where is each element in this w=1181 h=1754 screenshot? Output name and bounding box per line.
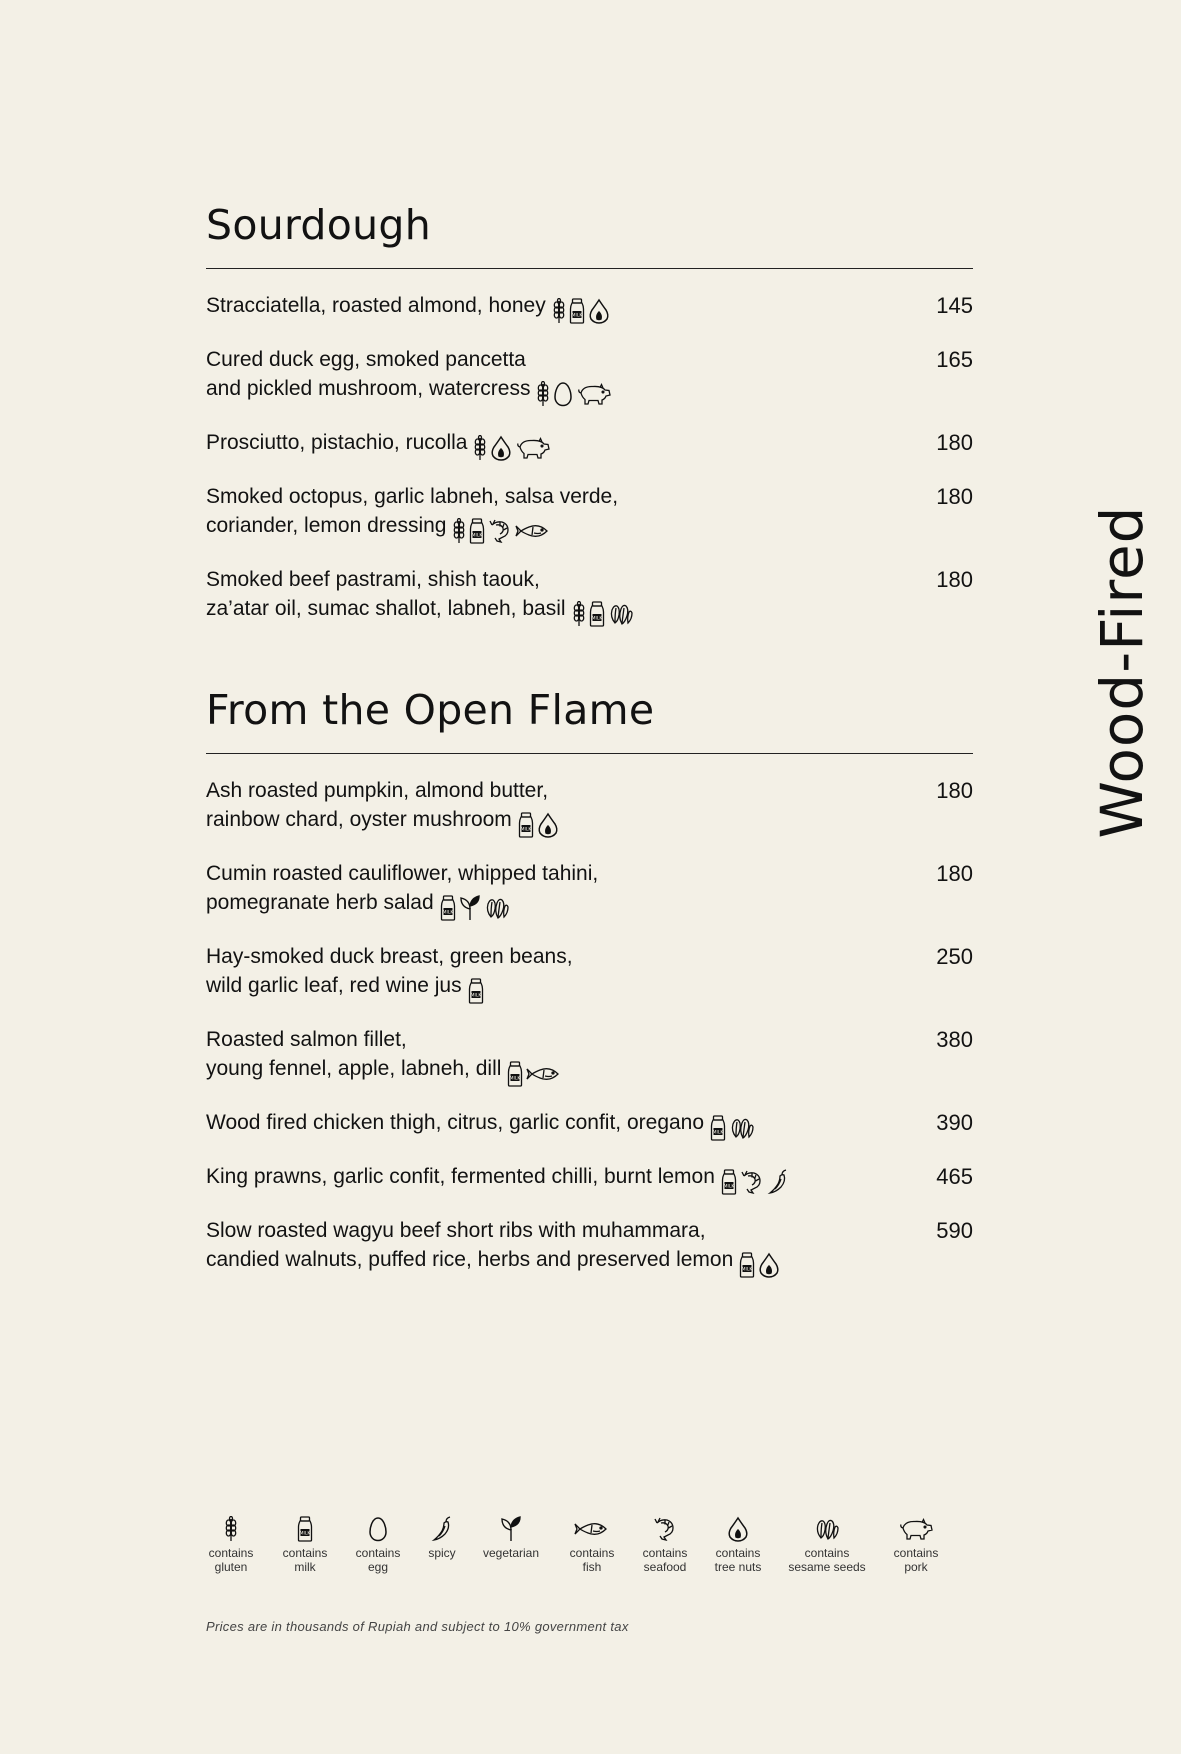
legend-item — [688, 1512, 788, 1574]
legend-label-line: sesame seeds — [788, 1560, 866, 1574]
menu-item-description — [206, 482, 973, 545]
menu-item-text: Slow roasted wagyu beef short ribs with muhammara, — [206, 1219, 706, 1242]
legend-item — [777, 1512, 877, 1574]
menu-item-description — [206, 291, 973, 325]
milk-icon — [589, 601, 605, 627]
menu-item-text: Smoked beef pastrami, shish taouk, — [206, 568, 540, 591]
menu-item-line — [206, 1054, 853, 1088]
menu-item-line — [206, 776, 853, 805]
menu-item-text: Wood fired chicken thigh, citrus, garlic confit, oregano — [206, 1111, 705, 1134]
menu-item-line — [206, 888, 853, 922]
svg-text:MILK: MILK — [520, 827, 532, 833]
menu-item-price: 180 — [936, 567, 973, 592]
menu-item-line — [206, 374, 853, 408]
menu-item — [206, 859, 973, 922]
menu-item-description — [206, 1108, 973, 1142]
allergen-icons — [721, 1167, 792, 1196]
allergen-icons — [739, 1250, 783, 1279]
menu-item-price: 380 — [936, 1027, 973, 1052]
menu-item-line — [206, 971, 853, 1005]
legend-label-line: spicy — [428, 1546, 456, 1560]
svg-text:MILK: MILK — [510, 1076, 521, 1082]
legend-label-line: contains — [715, 1546, 761, 1560]
milk-icon — [721, 1169, 737, 1195]
chili-icon — [767, 1169, 789, 1195]
milk-icon — [468, 978, 484, 1004]
legend-label — [688, 1546, 788, 1574]
milk-icon — [569, 298, 585, 324]
legend-label-line: seafood — [643, 1560, 687, 1574]
section-divider — [206, 753, 973, 754]
svg-text:MILK: MILK — [470, 993, 481, 999]
milk-icon — [440, 895, 456, 921]
allergen-icons — [507, 1059, 565, 1088]
legend-label-line: fish — [582, 1560, 602, 1574]
menu-item-text: Cured duck egg, smoked pancetta — [206, 348, 526, 371]
menu-item-price: 465 — [936, 1164, 973, 1189]
menu-items — [206, 291, 973, 628]
menu-item-price: 590 — [936, 1218, 973, 1243]
menu-item-line — [206, 345, 853, 374]
svg-text:MILK: MILK — [712, 1130, 724, 1136]
nut-icon — [588, 298, 610, 324]
menu-item-line — [206, 1025, 853, 1054]
section-open-flame — [206, 685, 973, 1299]
menu-item-line — [206, 291, 853, 325]
menu-item-description — [206, 1216, 973, 1279]
menu-item-line — [206, 805, 853, 839]
fish-icon — [526, 1065, 562, 1083]
shrimp-icon — [488, 519, 512, 543]
legend-label-line: contains — [804, 1546, 850, 1560]
allergen-icons — [473, 433, 554, 462]
menu-item — [206, 345, 973, 408]
menu-item-text: Hay-smoked duck breast, green beans, — [206, 945, 573, 968]
allergen-icons — [552, 296, 613, 325]
menu-items — [206, 776, 973, 1279]
menu-item-description — [206, 345, 973, 408]
svg-text:MILK: MILK — [472, 533, 483, 539]
legend-label-line: egg — [367, 1560, 389, 1574]
legend-label-line: gluten — [214, 1560, 248, 1574]
legend-item — [866, 1512, 966, 1574]
pig-icon — [866, 1512, 966, 1546]
legend-label-line: pork — [904, 1560, 928, 1574]
svg-text:MILK: MILK — [442, 910, 454, 916]
menu-item — [206, 776, 973, 839]
menu-item-line — [206, 1108, 853, 1142]
wheat-icon — [536, 381, 550, 407]
svg-text:MILK: MILK — [591, 616, 602, 622]
menu-item-price: 180 — [936, 430, 973, 455]
menu-item-line — [206, 482, 853, 511]
menu-item-line — [206, 428, 853, 462]
wheat-icon — [452, 518, 466, 544]
menu-item-text: King prawns, garlic confit, fermented chilli, burnt lemon — [206, 1165, 715, 1188]
menu-item-line — [206, 1216, 853, 1245]
menu-item — [206, 482, 973, 545]
allergen-icons — [452, 516, 554, 545]
menu-item — [206, 1216, 973, 1279]
legend-label-line: contains — [569, 1546, 615, 1560]
legend-label-line: contains — [355, 1546, 401, 1560]
menu-item-price: 390 — [936, 1110, 973, 1135]
menu-item-line — [206, 942, 853, 971]
menu-item-price: 145 — [936, 293, 973, 318]
nut-icon — [758, 1252, 780, 1278]
milk-icon — [469, 518, 485, 544]
pig-icon — [515, 436, 551, 460]
wheat-icon — [552, 298, 566, 324]
menu-item — [206, 942, 973, 1005]
menu-item-price: 250 — [936, 944, 973, 969]
menu-item — [206, 291, 973, 325]
section-title: From the Open Flame — [206, 686, 655, 734]
legend-label-line: milk — [294, 1560, 316, 1574]
menu-item-text: rainbow chard, oyster mushroom — [206, 808, 512, 831]
legend-label-line: contains — [893, 1546, 939, 1560]
menu-item-text: Prosciutto, pistachio, rucolla — [206, 431, 468, 454]
nut-icon — [490, 435, 512, 461]
menu-item-text: candied walnuts, puffed rice, herbs and preserved lemon — [206, 1248, 734, 1271]
svg-text:MILK: MILK — [299, 1531, 311, 1537]
menu-item-line — [206, 594, 853, 628]
menu-item-price: 180 — [936, 861, 973, 886]
menu-item-description — [206, 428, 973, 462]
side-title: Wood-Fired — [1088, 505, 1156, 839]
price-footnote: Prices are in thousands of Rupiah and subject to 10% government tax — [206, 1619, 629, 1634]
menu-item-text: Cumin roasted cauliflower, whipped tahini, — [206, 862, 599, 885]
menu-item-text: Stracciatella, roasted almond, honey — [206, 294, 546, 317]
menu-item-line — [206, 859, 853, 888]
shrimp-icon — [740, 1170, 764, 1194]
nut-icon — [688, 1512, 788, 1546]
menu-item-line — [206, 1245, 853, 1279]
nut-icon — [537, 812, 559, 838]
menu-item-text: Roasted salmon fillet, — [206, 1028, 407, 1051]
milk-icon — [518, 812, 534, 838]
milk-icon — [739, 1252, 755, 1278]
wheat-icon — [473, 435, 487, 461]
menu-item-text: Smoked octopus, garlic labneh, salsa verde, — [206, 485, 619, 508]
menu-item-text: coriander, lemon dressing — [206, 514, 447, 537]
section-sourdough — [206, 200, 973, 648]
menu-item — [206, 1162, 973, 1196]
menu-item-text: wild garlic leaf, red wine jus — [206, 974, 462, 997]
allergen-legend — [0, 1512, 1181, 1582]
menu-item-description — [206, 859, 973, 922]
menu-item-text: Ash roasted pumpkin, almond butter, — [206, 779, 549, 802]
sesame-icon — [777, 1512, 877, 1546]
legend-label — [866, 1546, 966, 1574]
sprout-icon — [459, 895, 481, 921]
svg-text:MILK: MILK — [571, 313, 583, 319]
menu-item-price: 165 — [936, 347, 973, 372]
legend-label-line: tree nuts — [714, 1560, 762, 1574]
menu-item-line — [206, 1162, 853, 1196]
allergen-icons — [468, 976, 487, 1005]
legend-label-line: vegetarian — [482, 1546, 540, 1560]
menu-item-description — [206, 565, 973, 628]
menu-item-price: 180 — [936, 484, 973, 509]
fish-icon — [515, 522, 551, 540]
menu-item-text: za’atar oil, sumac shallot, labneh, basil — [206, 597, 566, 620]
allergen-icons — [536, 379, 615, 408]
legend-label — [777, 1546, 877, 1574]
milk-icon — [710, 1115, 726, 1141]
section-divider — [206, 268, 973, 269]
menu-item-text: young fennel, apple, labneh, dill — [206, 1057, 502, 1080]
sesame-icon — [729, 1116, 755, 1140]
allergen-icons — [440, 893, 513, 922]
svg-text:MILK: MILK — [723, 1184, 735, 1190]
menu-item — [206, 428, 973, 462]
menu-item-line — [206, 565, 853, 594]
milk-icon — [507, 1061, 523, 1087]
svg-text:MILK: MILK — [741, 1267, 753, 1273]
menu-item-text: and pickled mushroom, watercress — [206, 377, 531, 400]
allergen-icons — [710, 1113, 758, 1142]
menu-item-description — [206, 942, 973, 1005]
allergen-icons — [518, 810, 562, 839]
legend-label-line: contains — [282, 1546, 328, 1560]
menu-item — [206, 565, 973, 628]
menu-item — [206, 1025, 973, 1088]
legend-label-line: contains — [642, 1546, 688, 1560]
egg-icon — [553, 381, 573, 407]
menu-item-text: pomegranate herb salad — [206, 891, 434, 914]
sesame-icon — [484, 896, 510, 920]
legend-label-line: contains — [208, 1546, 254, 1560]
sesame-icon — [608, 602, 634, 626]
allergen-icons — [572, 599, 637, 628]
menu-item-description — [206, 1162, 973, 1196]
section-title: Sourdough — [206, 201, 432, 249]
menu-item-line — [206, 511, 853, 545]
menu-item — [206, 1108, 973, 1142]
pig-icon — [576, 382, 612, 406]
menu-item-description — [206, 776, 973, 839]
menu-item-price: 180 — [936, 778, 973, 803]
menu-item-description — [206, 1025, 973, 1088]
wheat-icon — [572, 601, 586, 627]
